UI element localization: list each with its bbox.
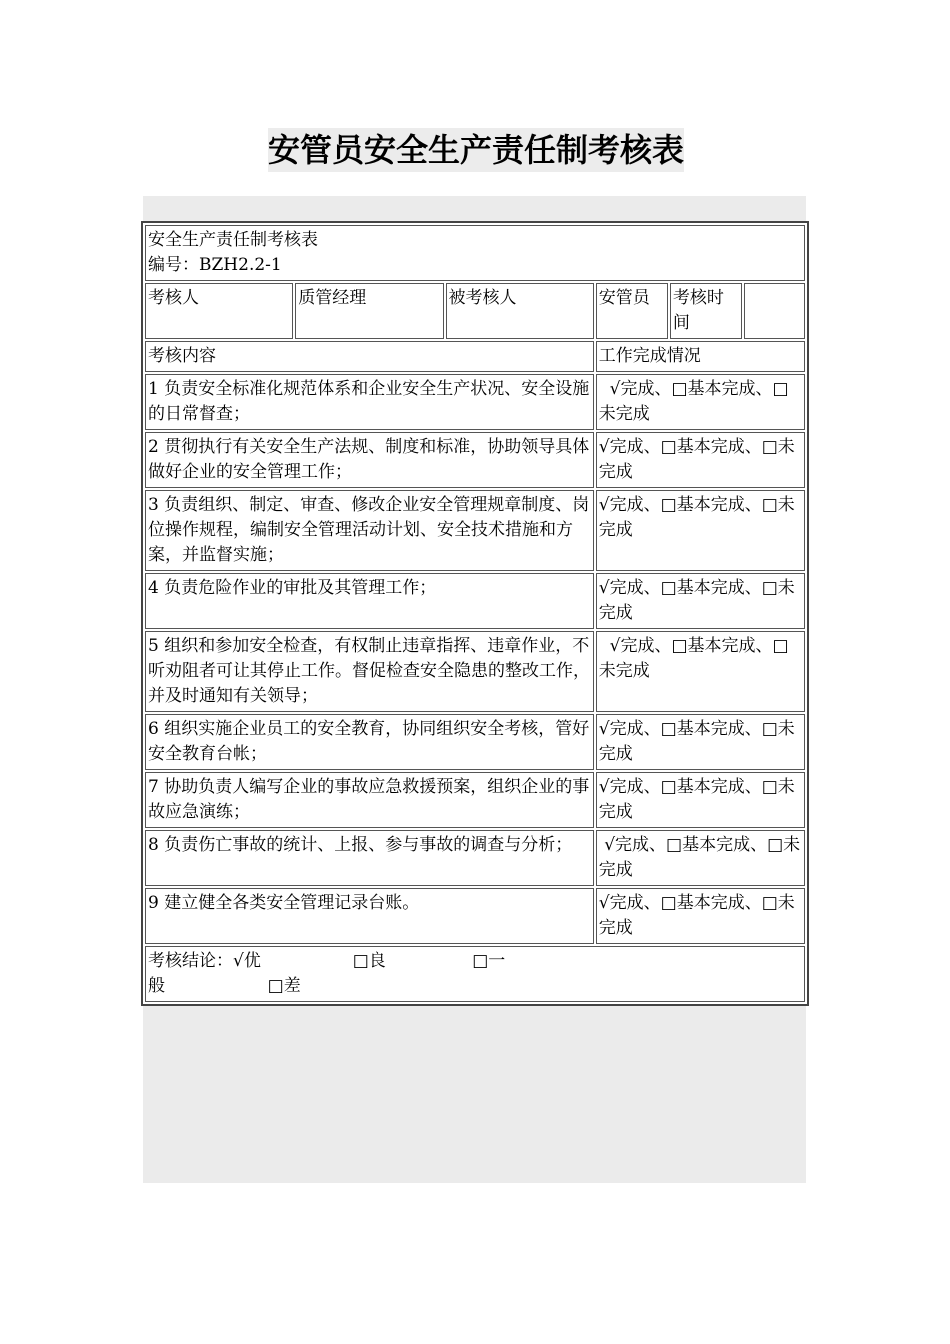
conclusion-line-1: 考核结论：√优 □良 □一 [148, 951, 506, 971]
table-row [145, 490, 805, 571]
table-row [145, 830, 805, 886]
assessor-value: 质管经理 [295, 283, 443, 339]
item-status: √完成、□基本完成、□未完成 [596, 772, 805, 828]
item-content: 2 贯彻执行有关安全生产法规、制度和标准，协助领导具体做好企业的安全管理工作； [145, 432, 594, 488]
table-row [145, 714, 805, 770]
item-status: √完成、□基本完成、□未完成 [596, 714, 805, 770]
status-column-header: 工作完成情况 [596, 341, 805, 372]
item-status: √完成、□基本完成、□未完成 [596, 830, 805, 886]
item-status: √完成、□基本完成、□未完成 [596, 490, 805, 571]
item-status: √完成、□基本完成、□未完成 [596, 631, 805, 712]
assessee-label: 被考核人 [446, 283, 594, 339]
time-label: 考核时间 [670, 283, 742, 339]
page-title: 安管员安全生产责任制考核表 [268, 128, 684, 172]
item-content: 6 组织实施企业员工的安全教育，协同组织安全考核，管好安全教育台帐； [145, 714, 594, 770]
info-row [145, 283, 805, 339]
assessment-form [141, 221, 809, 1006]
conclusion-cell [145, 946, 805, 1002]
column-header-row [145, 341, 805, 372]
conclusion-line-2: 般 □差 [148, 976, 301, 996]
item-content: 8 负责伤亡事故的统计、上报、参与事故的调查与分析； [145, 830, 594, 886]
item-content: 4 负责危险作业的审批及其管理工作； [145, 573, 594, 629]
table-row [145, 573, 805, 629]
assessment-table [143, 223, 807, 1004]
form-header-cell [145, 225, 805, 281]
table-row [145, 374, 805, 430]
table-row [145, 631, 805, 712]
item-content: 1 负责安全标准化规范体系和企业安全生产状况、安全设施的日常督查； [145, 374, 594, 430]
form-number: 编号：BZH2.2-1 [148, 255, 282, 275]
table-row [145, 772, 805, 828]
item-content: 5 组织和参加安全检查，有权制止违章指挥、违章作业，不听劝阻者可让其停止工作。督促检查安全隐患的整改工作，并及时通知有关领导； [145, 631, 594, 712]
item-content: 3 负责组织、制定、审查、修改企业安全管理规章制度、岗位操作规程，编制安全管理活动计划、安全技术措施和方案，并监督实施； [145, 490, 594, 571]
item-status: √完成、□基本完成、□未完成 [596, 432, 805, 488]
table-row [145, 432, 805, 488]
item-status: √完成、□基本完成、□未完成 [596, 374, 805, 430]
conclusion-row [145, 946, 805, 1002]
form-name: 安全生产责任制考核表 [148, 230, 318, 250]
assessee-value: 安管员 [596, 283, 668, 339]
assessor-label: 考核人 [145, 283, 293, 339]
time-value [744, 283, 805, 339]
item-content: 7 协助负责人编写企业的事故应急救援预案，组织企业的事故应急演练； [145, 772, 594, 828]
content-column-header: 考核内容 [145, 341, 594, 372]
header-row [145, 225, 805, 281]
item-content: 9 建立健全各类安全管理记录台账。 [145, 888, 594, 944]
item-status: √完成、□基本完成、□未完成 [596, 573, 805, 629]
item-status: √完成、□基本完成、□未完成 [596, 888, 805, 944]
table-row [145, 888, 805, 944]
